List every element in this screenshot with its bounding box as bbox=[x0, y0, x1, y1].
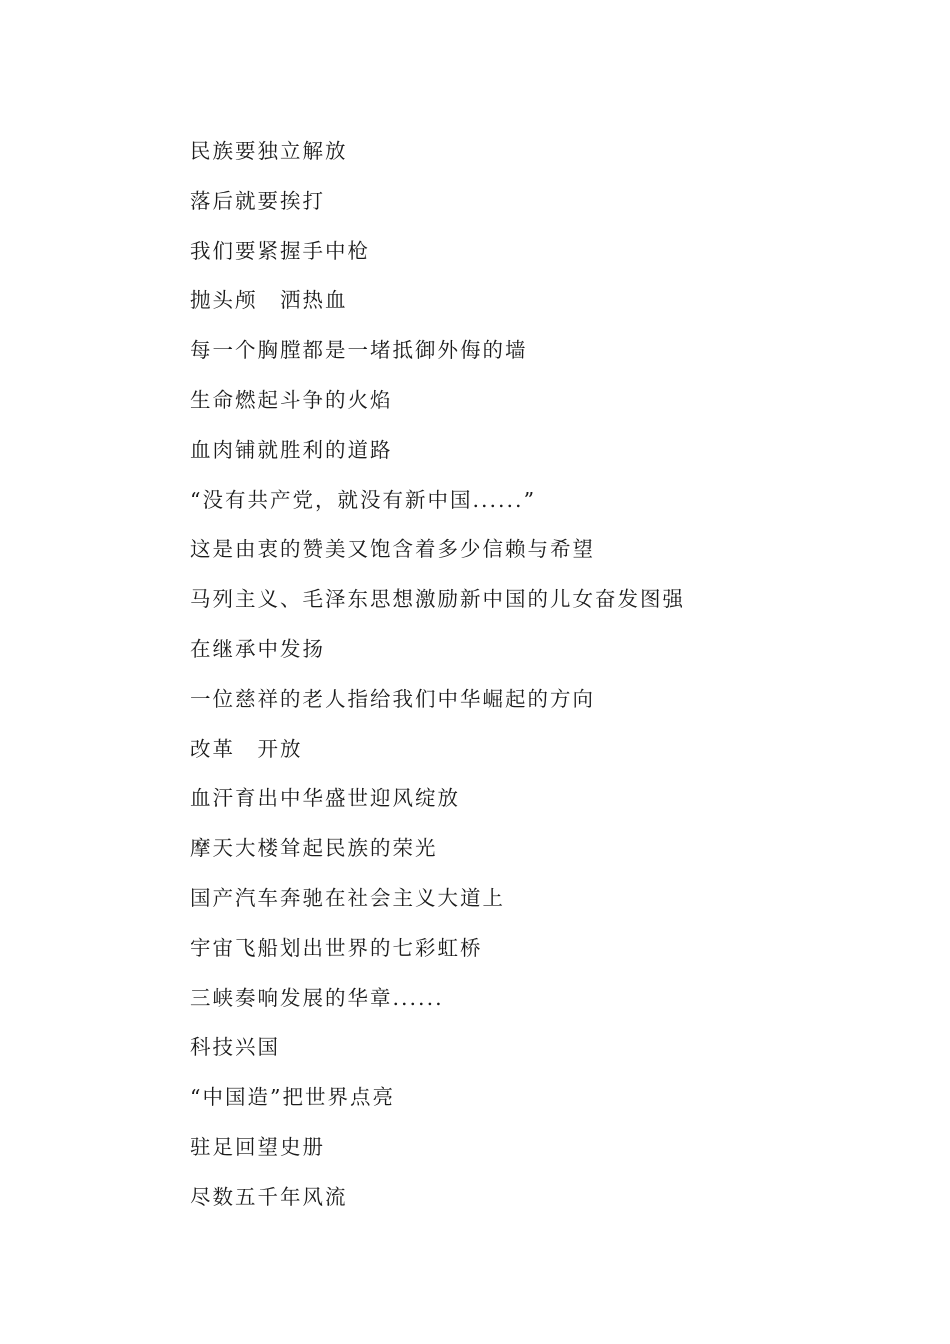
poem-line: 尽数五千年风流 bbox=[190, 1184, 348, 1209]
poem-line: 在继承中发扬 bbox=[190, 636, 325, 661]
poem-body bbox=[190, 134, 890, 1230]
poem-line: 宇宙飞船划出世界的七彩虹桥 bbox=[190, 935, 483, 960]
poem-line: 驻足回望史册 bbox=[190, 1134, 325, 1159]
poem-line: 改革 开放 bbox=[190, 736, 303, 761]
poem-line: 落后就要挨打 bbox=[190, 188, 325, 213]
poem-line: 生命燃起斗争的火焰 bbox=[190, 387, 393, 412]
poem-line: 每一个胸膛都是一堵抵御外侮的墙 bbox=[190, 338, 528, 363]
poem-line: “没有共产党，就没有新中国......” bbox=[190, 487, 537, 512]
poem-line: 三峡奏响发展的华章...... bbox=[190, 985, 444, 1010]
poem-line: 马列主义、毛泽东思想激励新中国的儿女奋发图强 bbox=[190, 587, 685, 612]
poem-line: “中国造”把世界点亮 bbox=[190, 1085, 395, 1110]
poem-line: 血汗育出中华盛世迎风绽放 bbox=[190, 786, 460, 811]
poem-line: 科技兴国 bbox=[190, 1035, 280, 1060]
poem-line: 民族要独立解放 bbox=[190, 139, 348, 163]
poem-line: 血肉铺就胜利的道路 bbox=[190, 437, 393, 462]
poem-line: 国产汽车奔驰在社会主义大道上 bbox=[190, 885, 505, 910]
poem-line: 一位慈祥的老人指给我们中华崛起的方向 bbox=[190, 686, 595, 711]
poem-line: 我们要紧握手中枪 bbox=[190, 238, 370, 263]
poem-line: 这是由衷的赞美又饱含着多少信赖与希望 bbox=[190, 537, 595, 562]
poem-line: 抛头颅 洒热血 bbox=[190, 288, 348, 313]
poem-line: 摩天大楼耸起民族的荣光 bbox=[190, 836, 438, 861]
